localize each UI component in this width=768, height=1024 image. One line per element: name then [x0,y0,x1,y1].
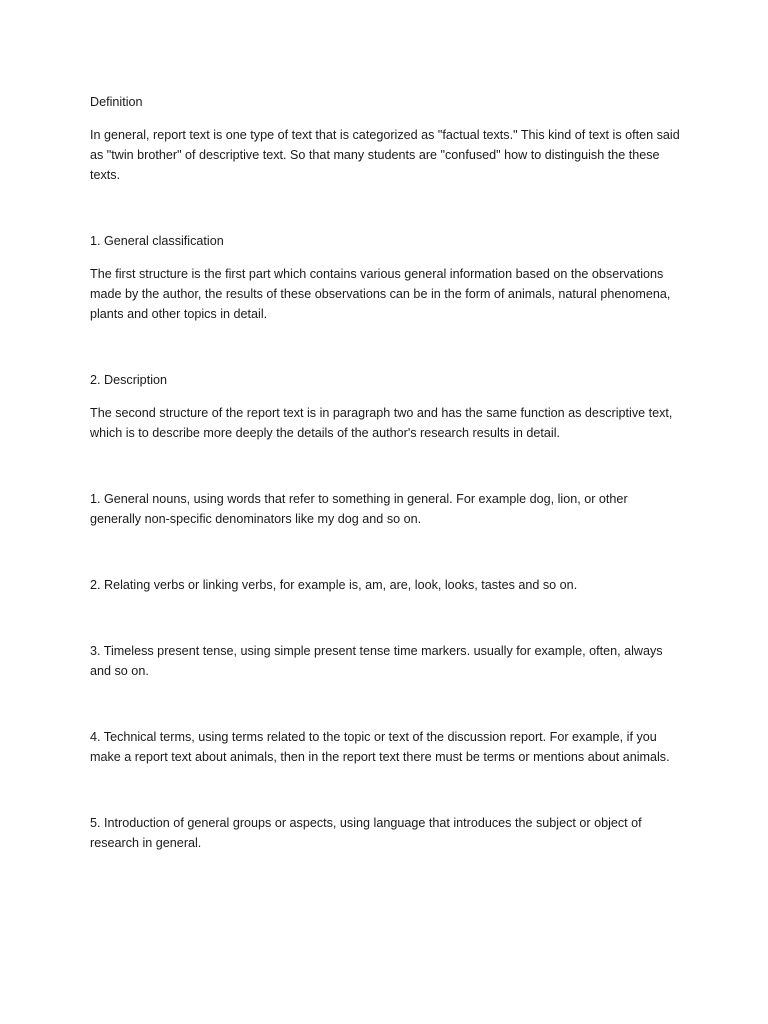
spacer [90,529,680,575]
section2-paragraph: The second structure of the report text is in paragraph two and has the same function as descriptive text, which is to describe more deeply the details of the author's research results in detail. [90,406,673,440]
document-body [90,92,680,853]
feature-item-general-groups: 5. Introduction of general groups or aspects, using language that introduces the subject or object of research in general. [90,816,642,850]
spacer [90,595,680,641]
section1-heading: 1. General classification [90,234,224,248]
spacer [90,443,680,489]
intro-paragraph: In general, report text is one type of text that is categorized as "factual texts." This kind of text is often said as "twin brother" of descriptive text. So that many students are "confused" how to distinguish the these texts. [90,128,680,182]
feature-item-general-nouns: 1. General nouns, using words that refer to something in general. For example dog, lion, or other generally non-specific denominators like my dog and so on. [90,492,628,526]
spacer [90,767,680,813]
feature-item-technical-terms: 4. Technical terms, using terms related to the topic or text of the discussion report. For example, if you make a report text about animals, then in the report text there must be terms or mentions about animals. [90,730,670,764]
spacer [90,681,680,727]
spacer [90,185,680,231]
definition-heading: Definition [90,95,143,109]
feature-item-timeless-present: 3. Timeless present tense, using simple present tense time markers. usually for example, often, always and so on. [90,644,663,678]
spacer [90,324,680,370]
section1-paragraph: The first structure is the first part which contains various general information based on the observations made by the author, the results of these observations can be in the form of animals, natural phenomena, plants and other topics in detail. [90,267,671,321]
section2-heading: 2. Description [90,373,167,387]
feature-item-relating-verbs: 2. Relating verbs or linking verbs, for example is, am, are, look, looks, tastes and so on. [90,578,578,592]
